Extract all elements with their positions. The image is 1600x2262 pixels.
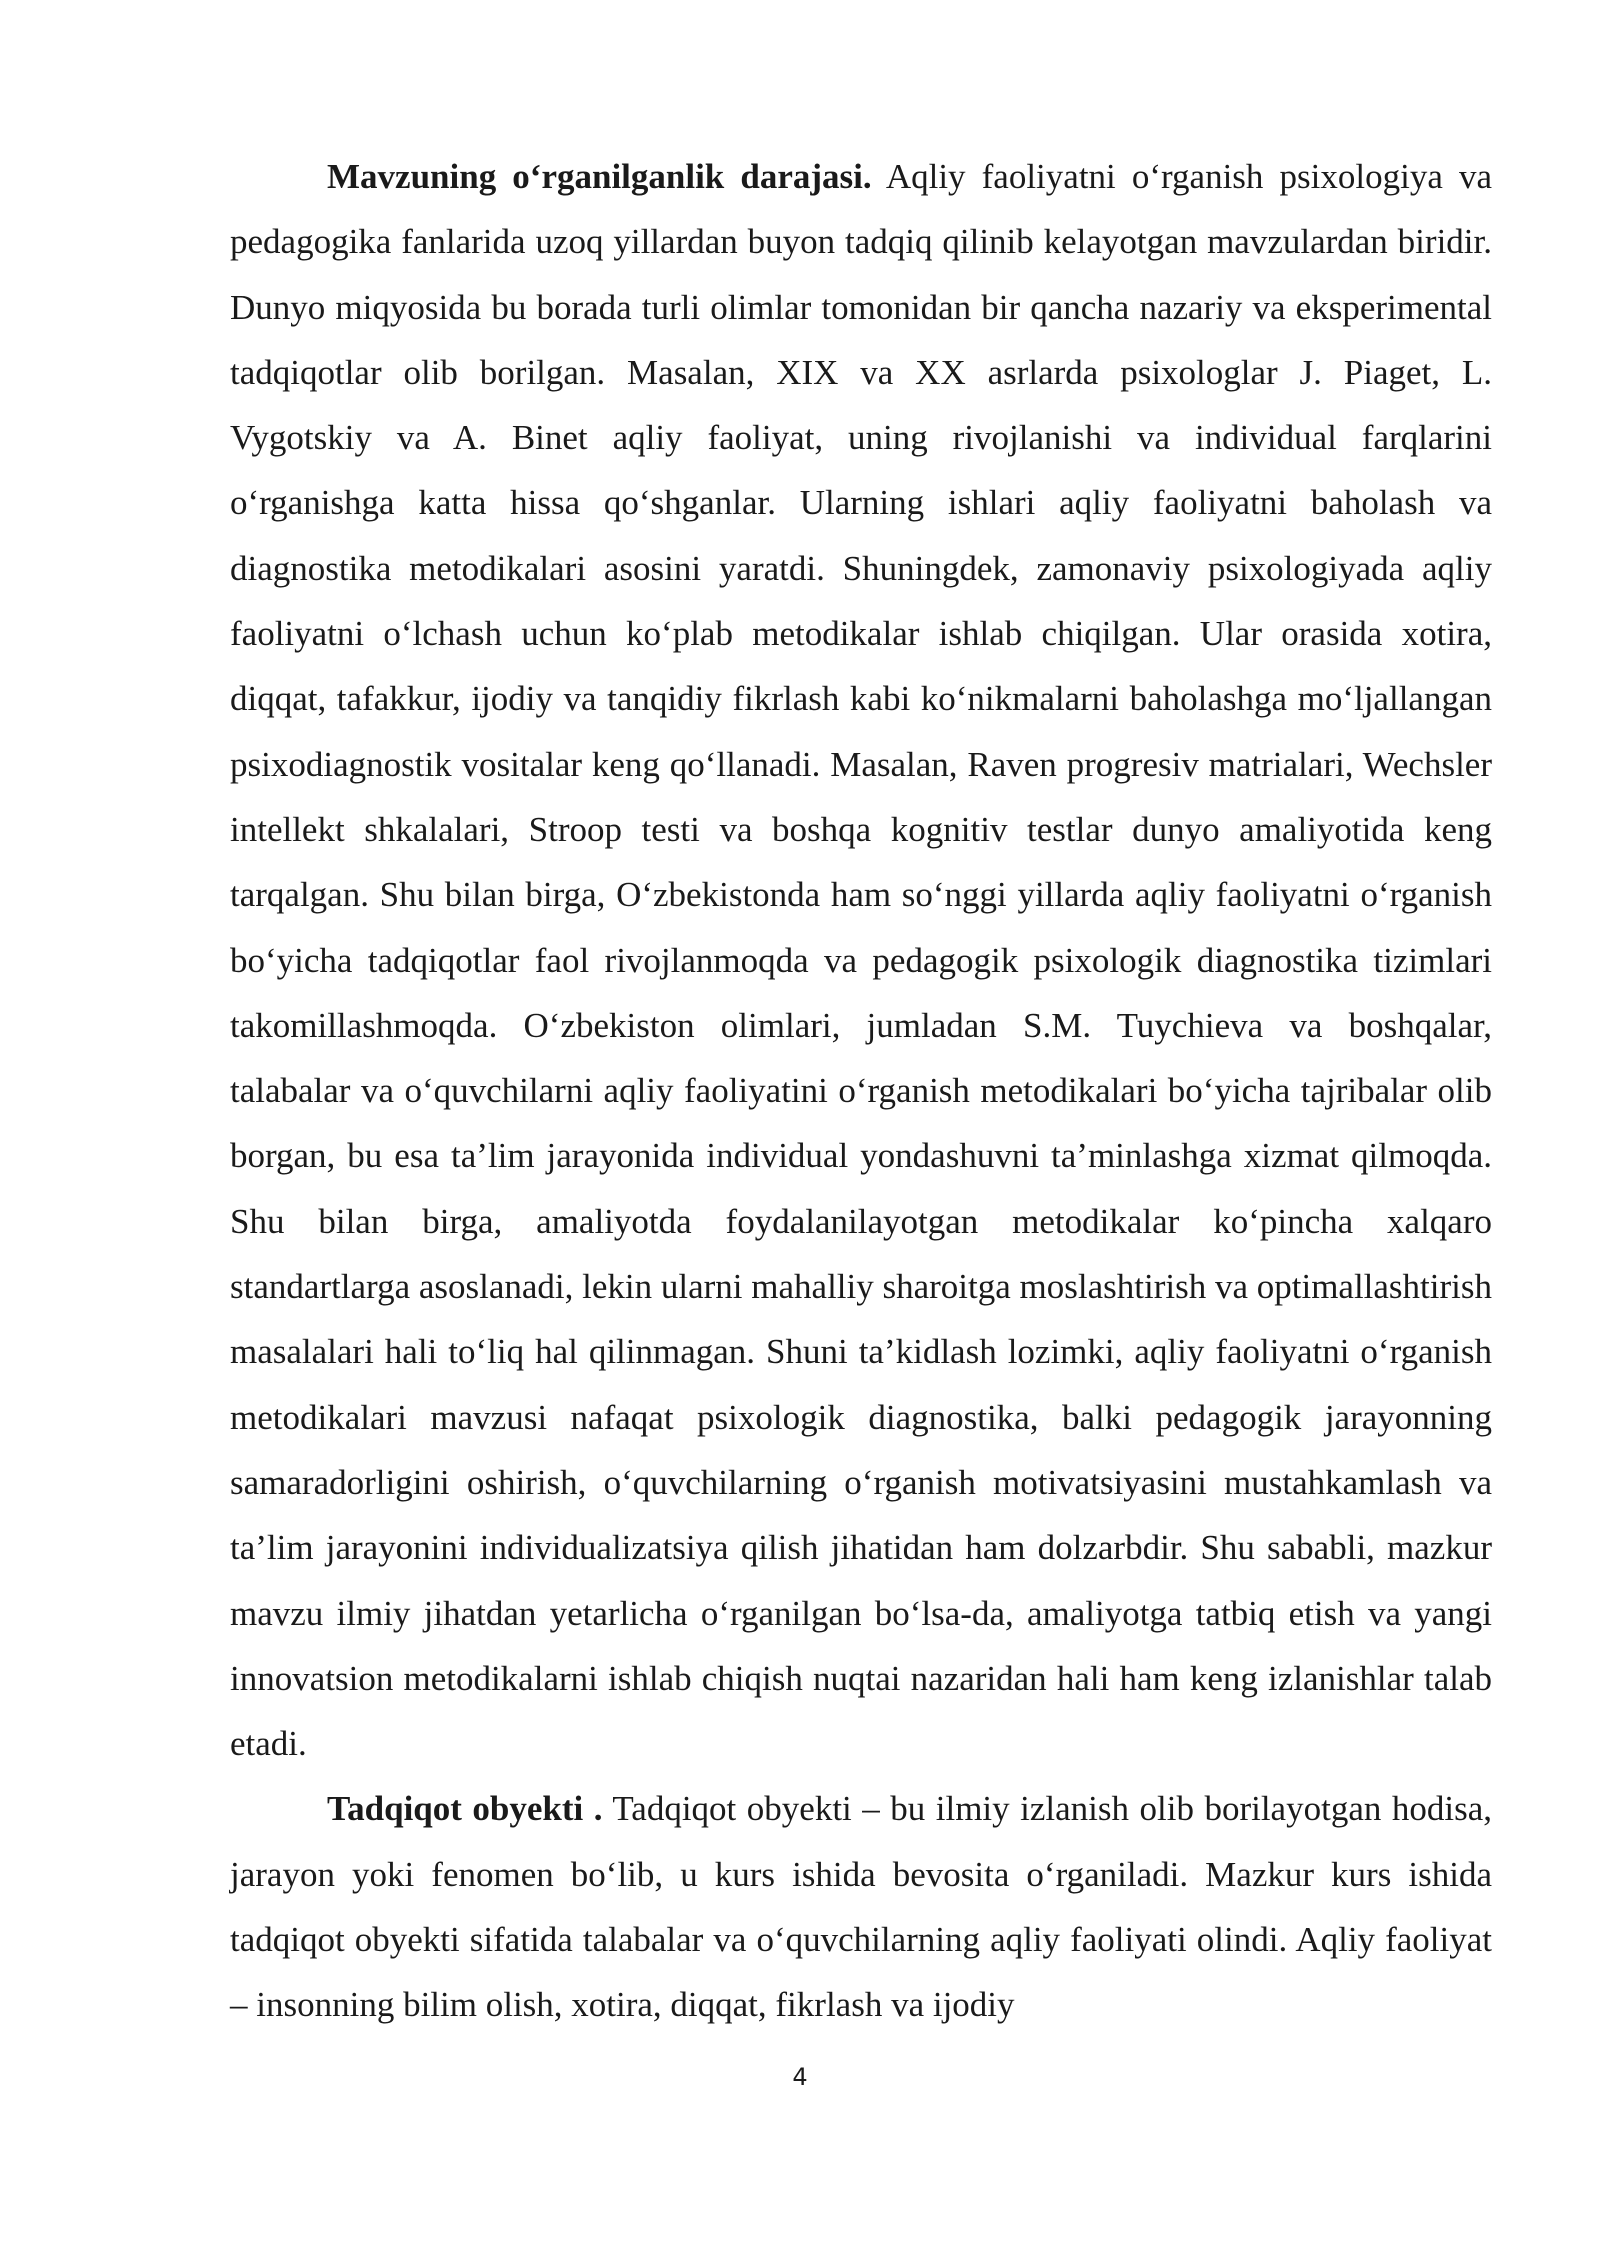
section-heading-research-object: Tadqiqot obyekti . [327,1789,603,1829]
paragraph-study-level [230,144,1492,1776]
paragraph-text-research-object: Tadqiqot obyekti – bu ilmiy izlanish olib borilayotgan hodisa, jarayon yoki fenomen bo‘lib, u kurs ishida bevosita o‘rganiladi. Mazkur kurs ishida tadqiqot obyekti sifatida talabalar va o‘quvchilarning aqliy faoliyati olindi. Aqliy faoliyat – insonning bilim olish, xotira, diqqat, fikrlash va ijodiy [230,1789,1492,2025]
document-body [230,144,1492,2038]
section-heading-study-level: Mavzuning o‘rganilganlik darajasi. [327,157,872,196]
paragraph-research-object [230,1776,1492,2037]
page-number: 4 [792,2063,808,2091]
paragraph-text-study-level: Aqliy faoliyatni o‘rganish psixologiya va pedagogika fanlarida uzoq yillardan buyon tadqiq qilinib kelayotgan mavzulardan biridir. Dunyo miqyosida bu borada turli olimlar tomonidan bir qancha nazariy va eksperimental tadqiqotlar olib borilgan. Masalan, XIX va XX asrlarda psixologlar J. Piaget, L. Vygotskiy va A. Binet aqliy faoliyat, uning rivojlanishi va individual farqlarini o‘rganishga katta hissa qo‘shganlar. Ularning ishlari aqliy faoliyatni baholash va diagnostika metodikalari asosini yaratdi. Shuningdek, zamonaviy psixologiyada aqliy faoliyatni o‘lchash uchun ko‘plab metodikalar ishlab chiqilgan. Ular orasida xotira, diqqat, tafakkur, ijodiy va tanqidiy fikrlash kabi ko‘nikmalarni baholashga mo‘ljallangan psixodiagnostik vositalar keng qo‘llanadi. Masalan, Raven progresiv matrialari, Wechsler intellekt shkalalari, Stroop testi va boshqa kognitiv testlar dunyo amaliyotida keng tarqalgan. Shu bilan birga, O‘zbekistonda ham so‘nggi yillarda aqliy faoliyatni o‘rganish bo‘yicha tadqiqotlar faol rivojlanmoqda va pedagogik psixologik diagnostika tizimlari takomillashmoqda. O‘zbekiston olimlari, jumladan S.M. Tuychieva va boshqalar, talabalar va o‘quvchilarni aqliy faoliyatini o‘rganish metodikalari bo‘yicha tajribalar olib borgan, bu esa ta’lim jarayonida individual yondashuvni ta’minlashga xizmat qilmoqda. Shu bilan birga, amaliyotda foydalanilayotgan metodikalar ko‘pincha xalqaro standartlarga asoslanadi, lekin ularni mahalliy sharoitga moslashtirish va optimallashtirish masalalari hali to‘liq hal qilinmagan. Shuni ta’kidlash lozimki, aqliy faoliyatni o‘rganish metodikalari mavzusi nafaqat psixologik diagnostika, balki pedagogik jarayonning samaradorligini oshirish, o‘quvchilarning o‘rganish motivatsiyasini mustahkamlash va ta’lim jarayonini individualizatsiya qilish jihatidan ham dolzarbdir. Shu sababli, mazkur mavzu ilmiy jihatdan yetarlicha o‘rganilgan bo‘lsa-da, amaliyotga tatbiq etish va yangi innovatsion metodikalarni ishlab chiqish nuqtai nazaridan hali ham keng izlanishlar talab etadi. [230,157,1492,1764]
